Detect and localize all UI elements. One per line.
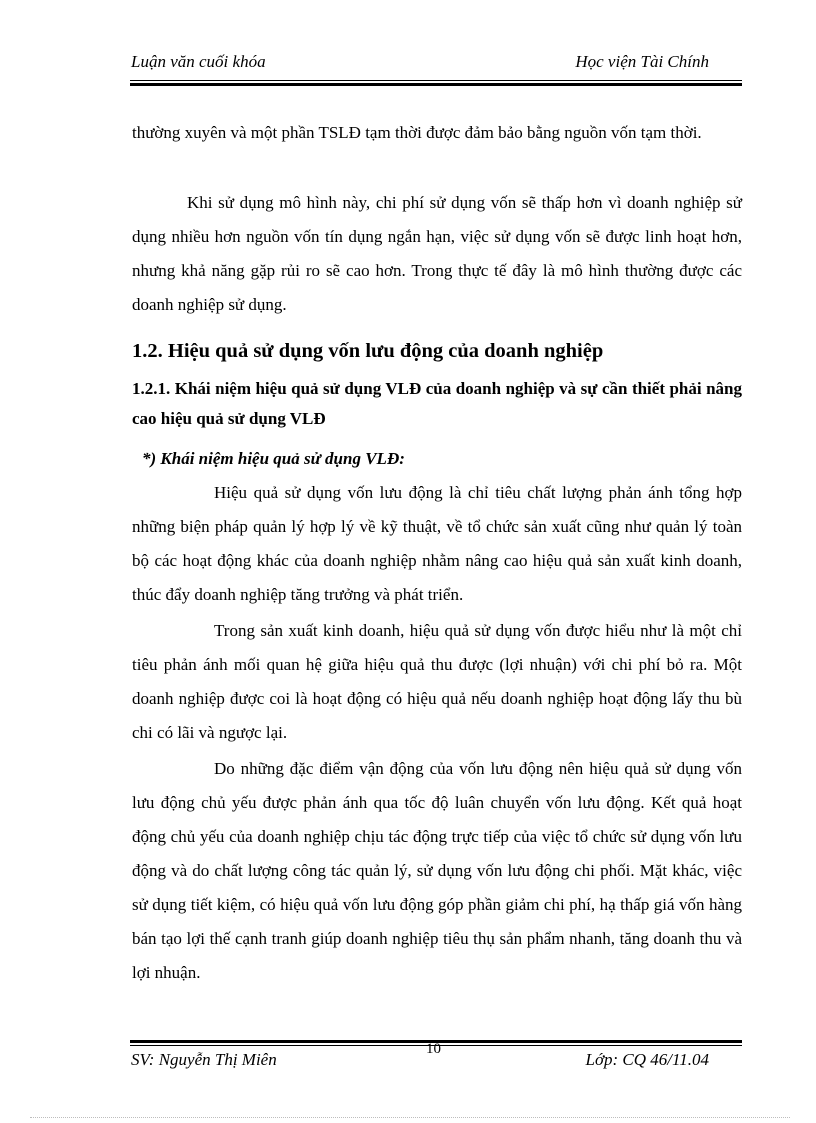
paragraph-model-usage: Khi sử dụng mô hình này, chi phí sử dụng vốn sẽ thấp hơn vì doanh nghiệp sử dụng nhiều hơn nguồn vốn tín dụng ngắn hạn, việc sử dụng vốn sẽ được linh hoạt hơn, nhưng khả năng gặp rủi ro sẽ cao hơn. Trong thực tế đây là mô hình thường được các doanh nghiệp sử dụng. xyxy=(132,193,742,314)
page-header xyxy=(131,52,709,76)
header-rule-thick xyxy=(130,83,742,86)
page-bottom-dotted-line xyxy=(30,1117,790,1118)
header-rule-thin xyxy=(130,80,742,81)
section-heading: 1.2. Hiệu quả sử dụng vốn lưu động của doanh nghiệp xyxy=(132,340,604,362)
subsection-heading: 1.2.1. Khái niệm hiệu quả sử dụng VLĐ của doanh nghiệp và sự cần thiết phải nâng cao hiệu quả sử dụng VLĐ xyxy=(132,379,742,428)
paragraph-definition: Hiệu quả sử dụng vốn lưu động là chỉ tiêu chất lượng phản ánh tổng hợp những biện pháp quản lý hợp lý về kỹ thuật, về tổ chức sản xuất cũng như quản lý toàn bộ các hoạt động khác của doanh nghiệp nhằm nâng cao hiệu quả sản xuất kinh doanh, thúc đẩy doanh nghiệp tăng trưởng và phát triển. xyxy=(132,483,742,604)
header-thesis-title: Luận văn cuối khóa xyxy=(131,52,266,71)
paragraph-continued: thường xuyên và một phần TSLĐ tạm thời được đảm bảo bằng nguồn vốn tạm thời. xyxy=(132,123,702,142)
footer-student-name: SV: Nguyễn Thị Miên xyxy=(131,1050,277,1069)
paragraph-working-capital-turnover: Do những đặc điểm vận động của vốn lưu động nên hiệu quả sử dụng vốn lưu động chủ yếu được phản ánh qua tốc độ luân chuyển vốn lưu động. Kết quả hoạt động chủ yếu của doanh nghiệp chịu tác động trực tiếp của việc tổ chức sử dụng vốn lưu động và do chất lượng công tác quản lý, sử dụng vốn lưu động chi phối. Mặt khác, việc sử dụng tiết kiệm, có hiệu quả vốn lưu động góp phần giảm chi phí, hạ thấp giá vốn hàng bán tạo lợi thế cạnh tranh giúp doanh nghiệp tiêu thụ sản phẩm nhanh, tăng doanh thu và lợi nhuận. xyxy=(132,759,742,982)
page-number: 10 xyxy=(426,1041,441,1057)
footer-class-code: Lớp: CQ 46/11.04 xyxy=(585,1050,709,1069)
header-institution: Học viện Tài Chính xyxy=(575,52,709,71)
page-footer xyxy=(131,1050,709,1076)
concept-heading: *) Khái niệm hiệu quả sử dụng VLĐ: xyxy=(142,449,405,468)
paragraph-business-efficiency: Trong sản xuất kinh doanh, hiệu quả sử dụng vốn được hiểu như là một chỉ tiêu phản ánh mối quan hệ giữa hiệu quả thu được (lợi nhuận) với chi phí bỏ ra. Một doanh nghiệp được coi là hoạt động có hiệu quả nếu doanh nghiệp hoạt động lấy thu bù chi có lãi và ngược lại. xyxy=(132,621,742,742)
